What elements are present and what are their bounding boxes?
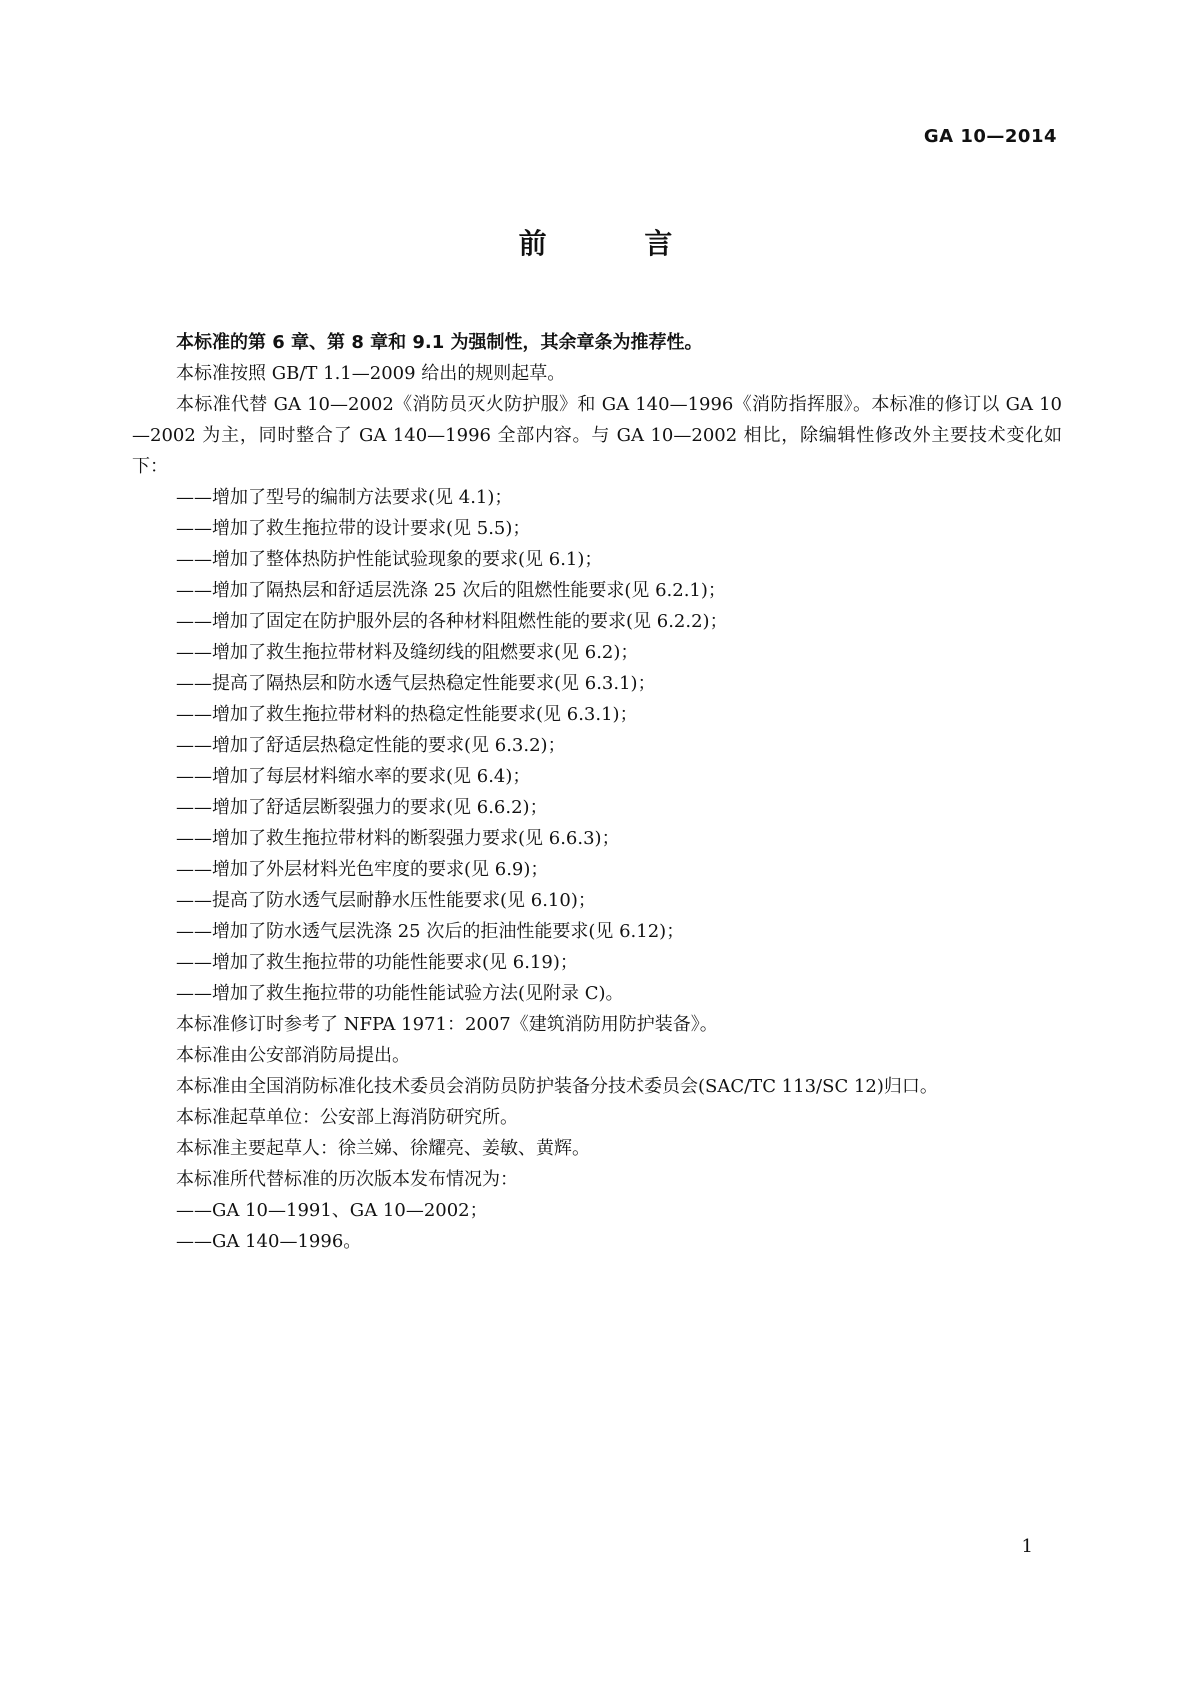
drafters-paragraph: 本标准主要起草人：徐兰娣、徐耀亮、姜敏、黄辉。 — [176, 1138, 590, 1159]
list-item: ——增加了防水透气层洗涤 25 次后的拒油性能要求(见 6.12)； — [176, 921, 685, 942]
list-item: ——GA 140—1996。 — [176, 1231, 362, 1252]
list-item: ——增加了外层材料光色牢度的要求(见 6.9)； — [176, 859, 549, 880]
page-number: 1 — [1021, 1536, 1033, 1557]
drafting-rules-paragraph: 本标准按照 GB/T 1.1—2009 给出的规则起草。 — [176, 363, 566, 384]
list-item: ——增加了舒适层断裂强力的要求(见 6.6.2)； — [176, 797, 548, 818]
list-item: ——GA 10—1991、GA 10—2002； — [176, 1200, 488, 1221]
drafting-unit-paragraph: 本标准起草单位：公安部上海消防研究所。 — [176, 1107, 518, 1128]
changes-list — [132, 482, 1062, 1009]
list-item: ——增加了隔热层和舒适层洗涤 25 次后的阻燃性能要求(见 6.2.1)； — [176, 580, 726, 601]
mandatory-clause-paragraph: 本标准的第 6 章、第 8 章和 9.1 为强制性，其余章条为推荐性。 — [176, 332, 703, 353]
list-item: ——增加了救生拖拉带材料及缝纫线的阻燃要求(见 6.2)； — [176, 642, 639, 663]
list-item: ——增加了固定在防护服外层的各种材料阻燃性能的要求(见 6.2.2)； — [176, 611, 728, 632]
foreword-body — [132, 327, 1062, 1257]
list-item: ——提高了隔热层和防水透气层热稳定性能要求(见 6.3.1)； — [176, 673, 656, 694]
list-item: ——增加了整体热防护性能试验现象的要求(见 6.1)； — [176, 549, 603, 570]
history-list — [132, 1195, 1062, 1257]
list-item: ——增加了型号的编制方法要求(见 4.1)； — [176, 487, 513, 508]
reference-paragraph: 本标准修订时参考了 NFPA 1971：2007《建筑消防用防护装备》。 — [176, 1014, 718, 1035]
list-item: ——提高了防水透气层耐静水压性能要求(见 6.10)； — [176, 890, 596, 911]
list-item: ——增加了舒适层热稳定性能的要求(见 6.3.2)； — [176, 735, 566, 756]
list-item: ——增加了救生拖拉带的功能性能要求(见 6.19)； — [176, 952, 578, 973]
list-item: ——增加了救生拖拉带材料的断裂强力要求(见 6.6.3)； — [176, 828, 620, 849]
list-item: ——增加了每层材料缩水率的要求(见 6.4)； — [176, 766, 531, 787]
list-item: ——增加了救生拖拉带的设计要求(见 5.5)； — [176, 518, 531, 539]
proposed-by-paragraph: 本标准由公安部消防局提出。 — [176, 1045, 410, 1066]
centralized-by-paragraph: 本标准由全国消防标准化技术委员会消防员防护装备分技术委员会(SAC/TC 113/SC 12)归口。 — [176, 1076, 938, 1097]
list-item: ——增加了救生拖拉带材料的热稳定性能要求(见 6.3.1)； — [176, 704, 638, 725]
page-title: 前 言 — [518, 227, 717, 260]
history-intro-paragraph: 本标准所代替标准的历次版本发布情况为： — [176, 1169, 518, 1190]
document-id: GA 10—2014 — [923, 126, 1057, 147]
list-item: ——增加了救生拖拉带的功能性能试验方法(见附录 C)。 — [176, 983, 624, 1004]
replacement-paragraph: 本标准代替 GA 10—2002《消防员灭火防护服》和 GA 140—1996《消防指挥服》。本标准的修订以 GA 10—2002 为主，同时整合了 GA 140—1996 全部内容。与 GA 10—2002 相比，除编辑性修改外主要技术变化如下： — [132, 394, 1062, 477]
